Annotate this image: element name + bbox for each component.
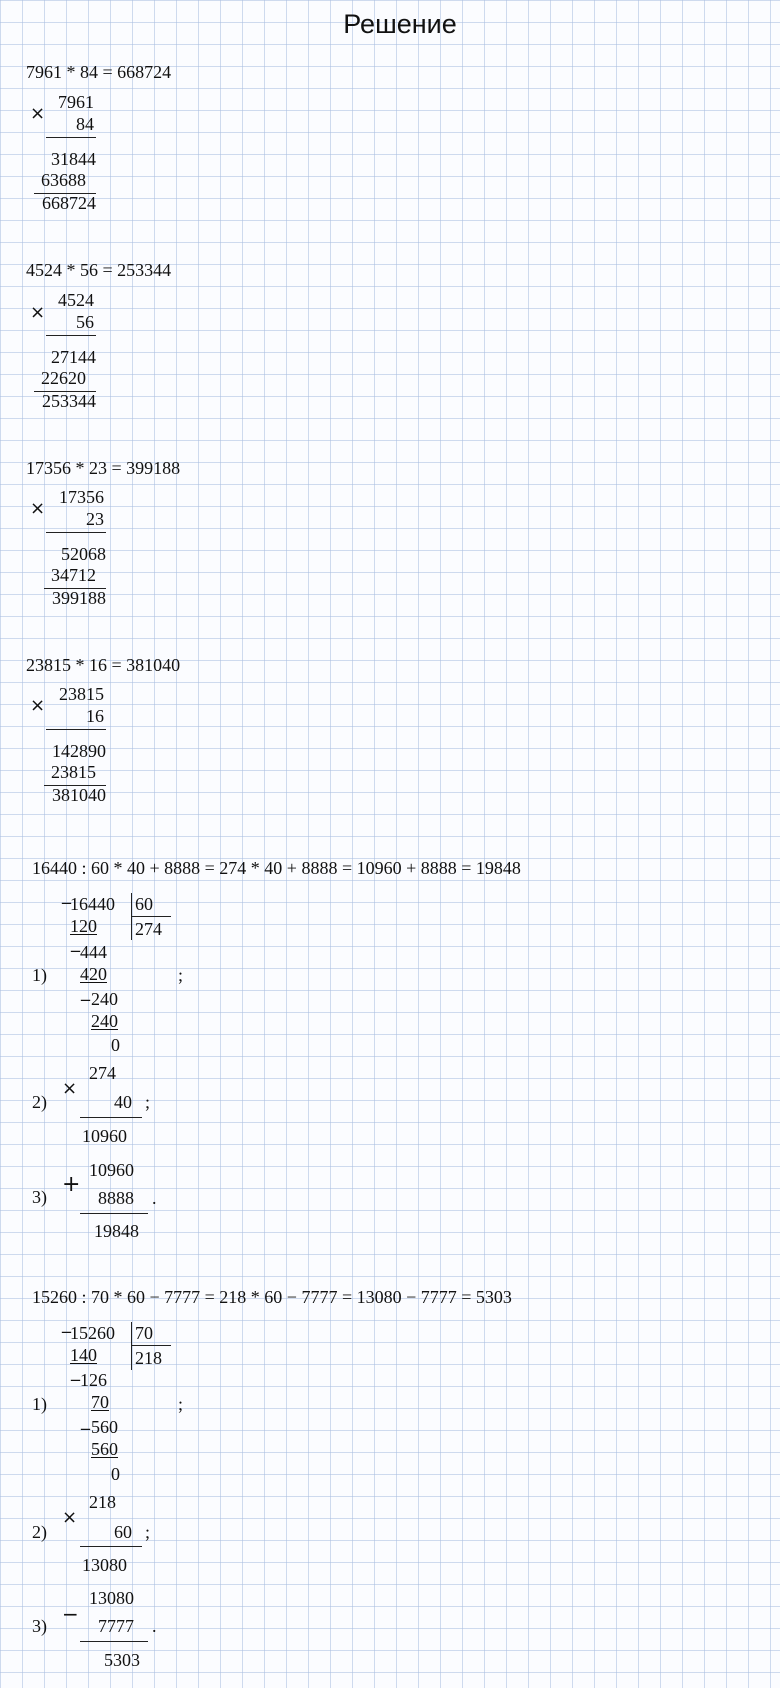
step-end: ; [145, 1092, 151, 1112]
partial-product-1: 142890 [52, 741, 106, 761]
equation-6: 15260 : 70 * 60 − 7777 = 218 * 60 − 7777 = 13080 − 7777 = 5303 [32, 1287, 512, 1307]
subtrahend: 7777 [98, 1616, 134, 1636]
times-sign: × [30, 695, 46, 716]
times-sign: × [30, 498, 46, 519]
minus-sign: _ [71, 1361, 80, 1382]
product: 399188 [52, 588, 106, 608]
rule [80, 1213, 148, 1214]
step-result: 5303 [104, 1650, 140, 1670]
step-label: 2) [32, 1092, 47, 1112]
step-end: . [152, 1616, 157, 1636]
subtrahend: 140 [70, 1345, 97, 1365]
multiplicand: 7961 [58, 92, 94, 112]
division-rule [131, 916, 171, 917]
step-label: 3) [32, 1187, 47, 1207]
multiplicand: 23815 [59, 684, 104, 704]
factor-b: 60 [114, 1522, 132, 1542]
final-remainder: 0 [111, 1464, 120, 1484]
dividend: 16440 [70, 894, 115, 914]
minus-sign: _ [81, 981, 90, 1002]
quotient: 218 [135, 1348, 162, 1368]
multiplier: 23 [86, 509, 104, 529]
times-sign: × [62, 1078, 78, 1099]
minus-sign: _ [62, 1313, 71, 1334]
step-end: ; [178, 965, 184, 985]
product: 381040 [52, 785, 106, 805]
division-rule [131, 1345, 171, 1346]
rule [46, 335, 96, 336]
page-title: Решение [343, 9, 457, 39]
minuend: 13080 [89, 1588, 134, 1608]
partial-product-2: 63688 [41, 170, 86, 190]
remainder: 560 [91, 1417, 118, 1437]
subtrahend: 70 [91, 1392, 109, 1412]
division-bar [131, 1322, 132, 1370]
partial-product-1: 52068 [61, 544, 106, 564]
step-label: 3) [32, 1616, 47, 1636]
step-end: ; [145, 1522, 151, 1542]
partial-product-1: 31844 [51, 149, 96, 169]
rule [46, 137, 96, 138]
dividend: 15260 [70, 1323, 115, 1343]
equation-4: 23815 * 16 = 381040 [26, 655, 181, 675]
step-end: . [152, 1188, 157, 1208]
multiplier: 84 [76, 114, 94, 134]
partial-product-2: 34712 [51, 565, 96, 585]
multiplier: 56 [76, 312, 94, 332]
subtrahend: 240 [91, 1011, 118, 1031]
plus-sign: + [62, 1172, 81, 1197]
minus-sign: _ [71, 932, 80, 953]
equation-2: 4524 * 56 = 253344 [26, 260, 172, 280]
remainder: 240 [91, 989, 118, 1009]
step-result: 10960 [82, 1126, 127, 1146]
factor-a: 218 [89, 1492, 116, 1512]
rule [46, 729, 106, 730]
divisor: 60 [135, 894, 153, 914]
subtrahend: 560 [91, 1439, 118, 1459]
product: 668724 [42, 193, 96, 213]
multiplicand: 17356 [59, 487, 104, 507]
multiplicand: 4524 [58, 290, 94, 310]
minus-sign: − [62, 1602, 79, 1626]
rule [80, 1546, 142, 1547]
product: 253344 [42, 391, 96, 411]
times-sign: × [62, 1507, 78, 1528]
step-end: ; [178, 1394, 184, 1414]
multiplier: 16 [86, 706, 104, 726]
times-sign: × [30, 302, 46, 323]
subtrahend: 420 [80, 964, 107, 984]
step-label: 1) [32, 1394, 47, 1414]
step-label: 1) [32, 965, 47, 985]
rule [80, 1641, 148, 1642]
rule [46, 532, 106, 533]
rule [80, 1117, 142, 1118]
addend-b: 8888 [98, 1188, 134, 1208]
equation-3: 17356 * 23 = 399188 [26, 458, 181, 478]
factor-a: 274 [89, 1063, 116, 1083]
remainder: 126 [80, 1370, 107, 1390]
remainder: 444 [80, 942, 107, 962]
partial-product-2: 22620 [41, 368, 86, 388]
addend-a: 10960 [89, 1160, 134, 1180]
quotient: 274 [135, 919, 162, 939]
equation-1: 7961 * 84 = 668724 [26, 62, 172, 82]
partial-product-2: 23815 [51, 762, 96, 782]
divisor: 70 [135, 1323, 153, 1343]
minus-sign: _ [62, 884, 71, 905]
step-result: 19848 [94, 1221, 139, 1241]
factor-b: 40 [114, 1092, 132, 1112]
partial-product-1: 27144 [51, 347, 96, 367]
minus-sign: _ [81, 1410, 90, 1431]
times-sign: × [30, 103, 46, 124]
step-label: 2) [32, 1522, 47, 1542]
subtrahend: 120 [70, 916, 97, 936]
final-remainder: 0 [111, 1035, 120, 1055]
equation-5: 16440 : 60 * 40 + 8888 = 274 * 40 + 8888 = 10960 + 8888 = 19848 [32, 858, 521, 878]
step-result: 13080 [82, 1555, 127, 1575]
